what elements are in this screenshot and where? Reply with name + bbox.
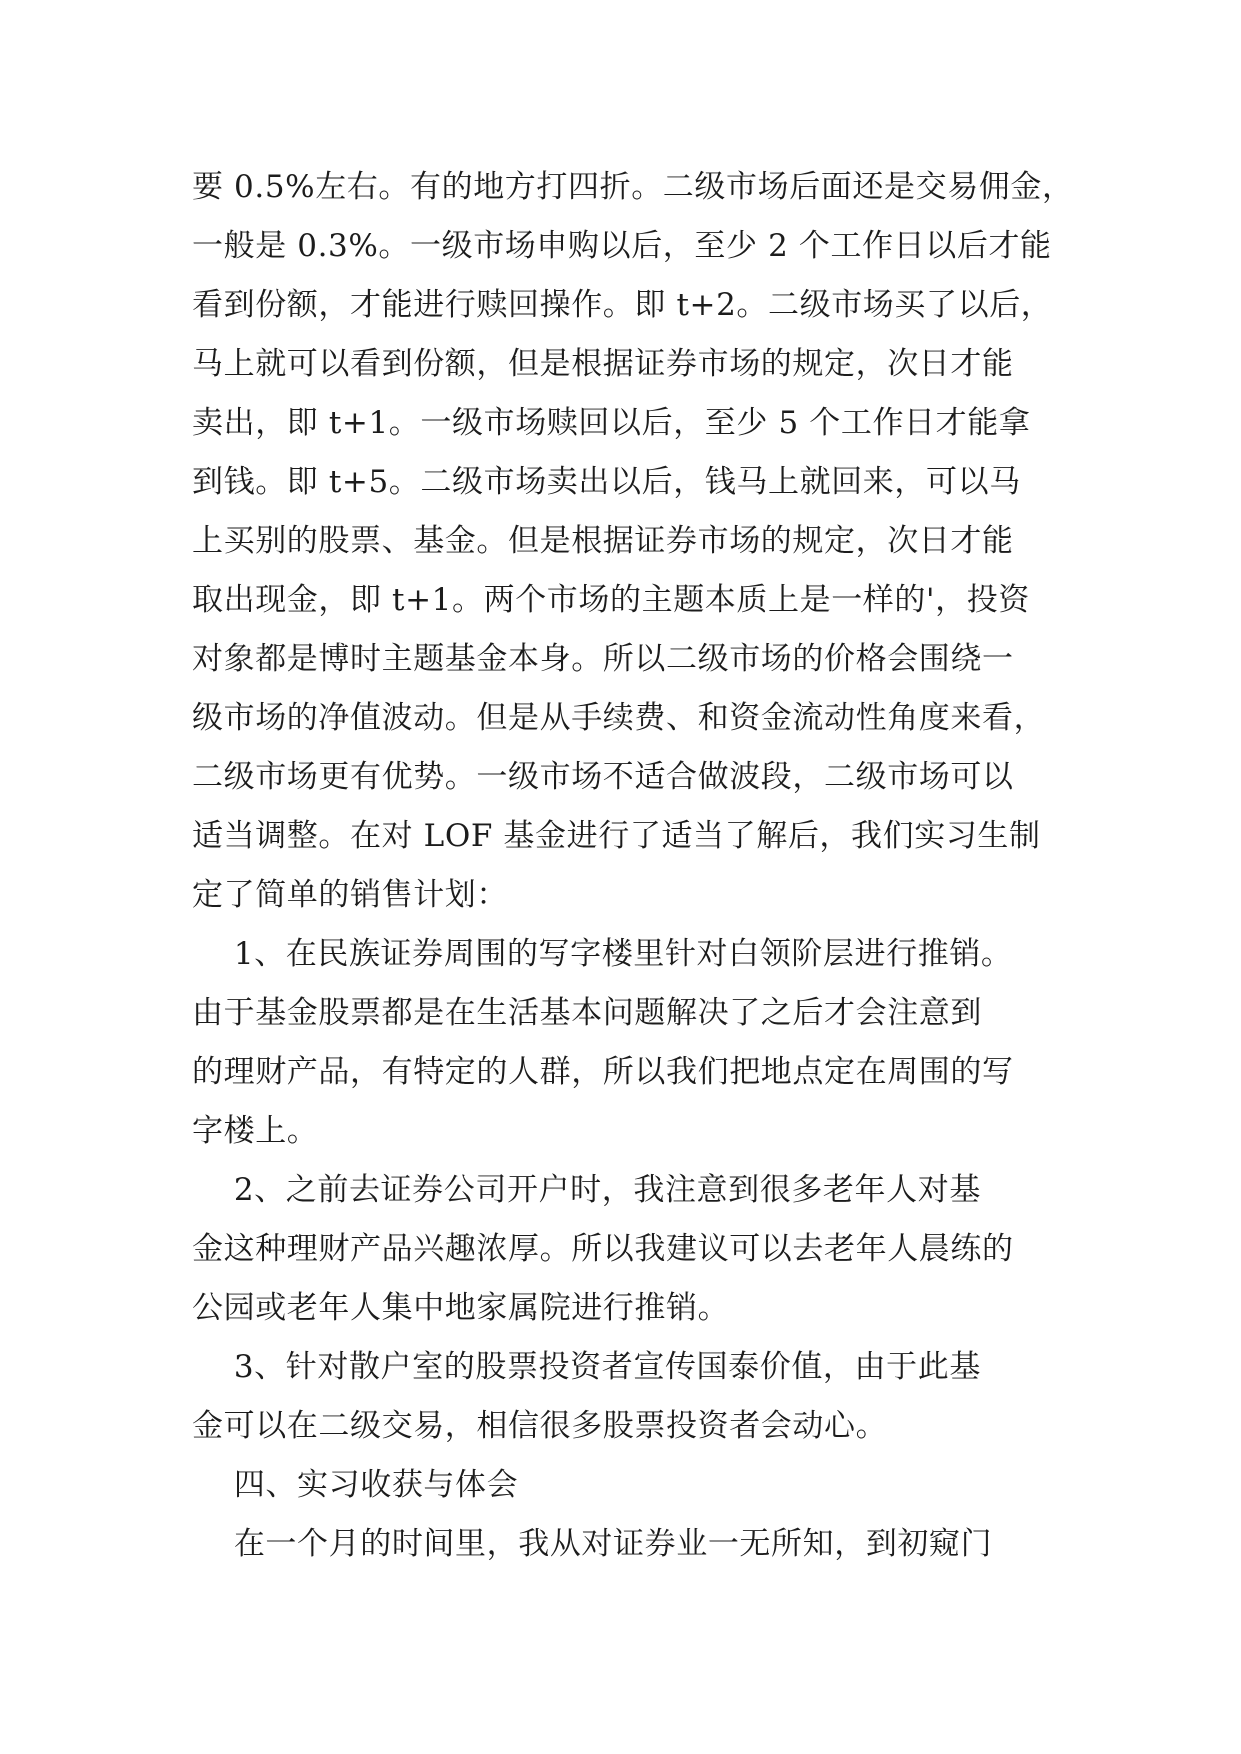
- text-line: 适当调整。在对 LOF 基金进行了适当了解后，我们实习生制: [192, 818, 1041, 854]
- text-line: 上买别的股票、基金。但是根据证券市场的规定，次日才能: [192, 523, 1014, 559]
- text-line: 到钱。即 t+5。二级市场卖出以后，钱马上就回来，可以马: [192, 464, 1021, 500]
- section-heading: 四、实习收获与体会: [192, 1467, 519, 1503]
- text-line: 在一个月的时间里，我从对证券业一无所知，到初窥门: [192, 1526, 993, 1562]
- text-line: 取出现金，即 t+1。两个市场的主题本质上是一样的'，投资: [192, 582, 1030, 618]
- text-line: 3、针对散户室的股票投资者宣传国泰价值，由于此基: [192, 1349, 981, 1385]
- text-line: 一般是 0.3%。一级市场申购以后，至少 2 个工作日以后才能: [192, 228, 1052, 264]
- text-line: 级市场的净值波动。但是从手续费、和资金流动性角度来看，: [192, 700, 1046, 736]
- text-line: 2、之前去证券公司开户时，我注意到很多老年人对基: [192, 1172, 981, 1208]
- text-line: 字楼上。: [192, 1113, 319, 1149]
- text-line: 金可以在二级交易，相信很多股票投资者会动心。: [192, 1408, 888, 1444]
- text-line: 1、在民族证券周围的写字楼里针对白领阶层进行推销。: [192, 936, 1013, 972]
- text-line: 的理财产品，有特定的人群，所以我们把地点定在周围的写: [192, 1054, 1014, 1090]
- text-line: 二级市场更有优势。一级市场不适合做波段，二级市场可以: [192, 759, 1014, 795]
- text-line: 由于基金股票都是在生活基本问题解决了之后才会注意到: [192, 995, 982, 1031]
- text-line: 对象都是博时主题基金本身。所以二级市场的价格会围绕一: [192, 641, 1014, 677]
- text-line: 定了简单的销售计划：: [192, 877, 508, 913]
- text-line: 金这种理财产品兴趣浓厚。所以我建议可以去老年人晨练的: [192, 1231, 1014, 1267]
- text-line: 看到份额，才能进行赎回操作。即 t+2。二级市场买了以后，: [192, 287, 1053, 323]
- body-text: [192, 158, 1072, 1574]
- text-line: 马上就可以看到份额，但是根据证券市场的规定，次日才能: [192, 346, 1014, 382]
- text-line: 卖出，即 t+1。一级市场赎回以后，至少 5 个工作日才能拿: [192, 405, 1031, 441]
- text-line: 要 0.5%左右。有的地方打四折。二级市场后面还是交易佣金，: [192, 169, 1074, 205]
- text-line: 公园或老年人集中地家属院进行推销。: [192, 1290, 730, 1326]
